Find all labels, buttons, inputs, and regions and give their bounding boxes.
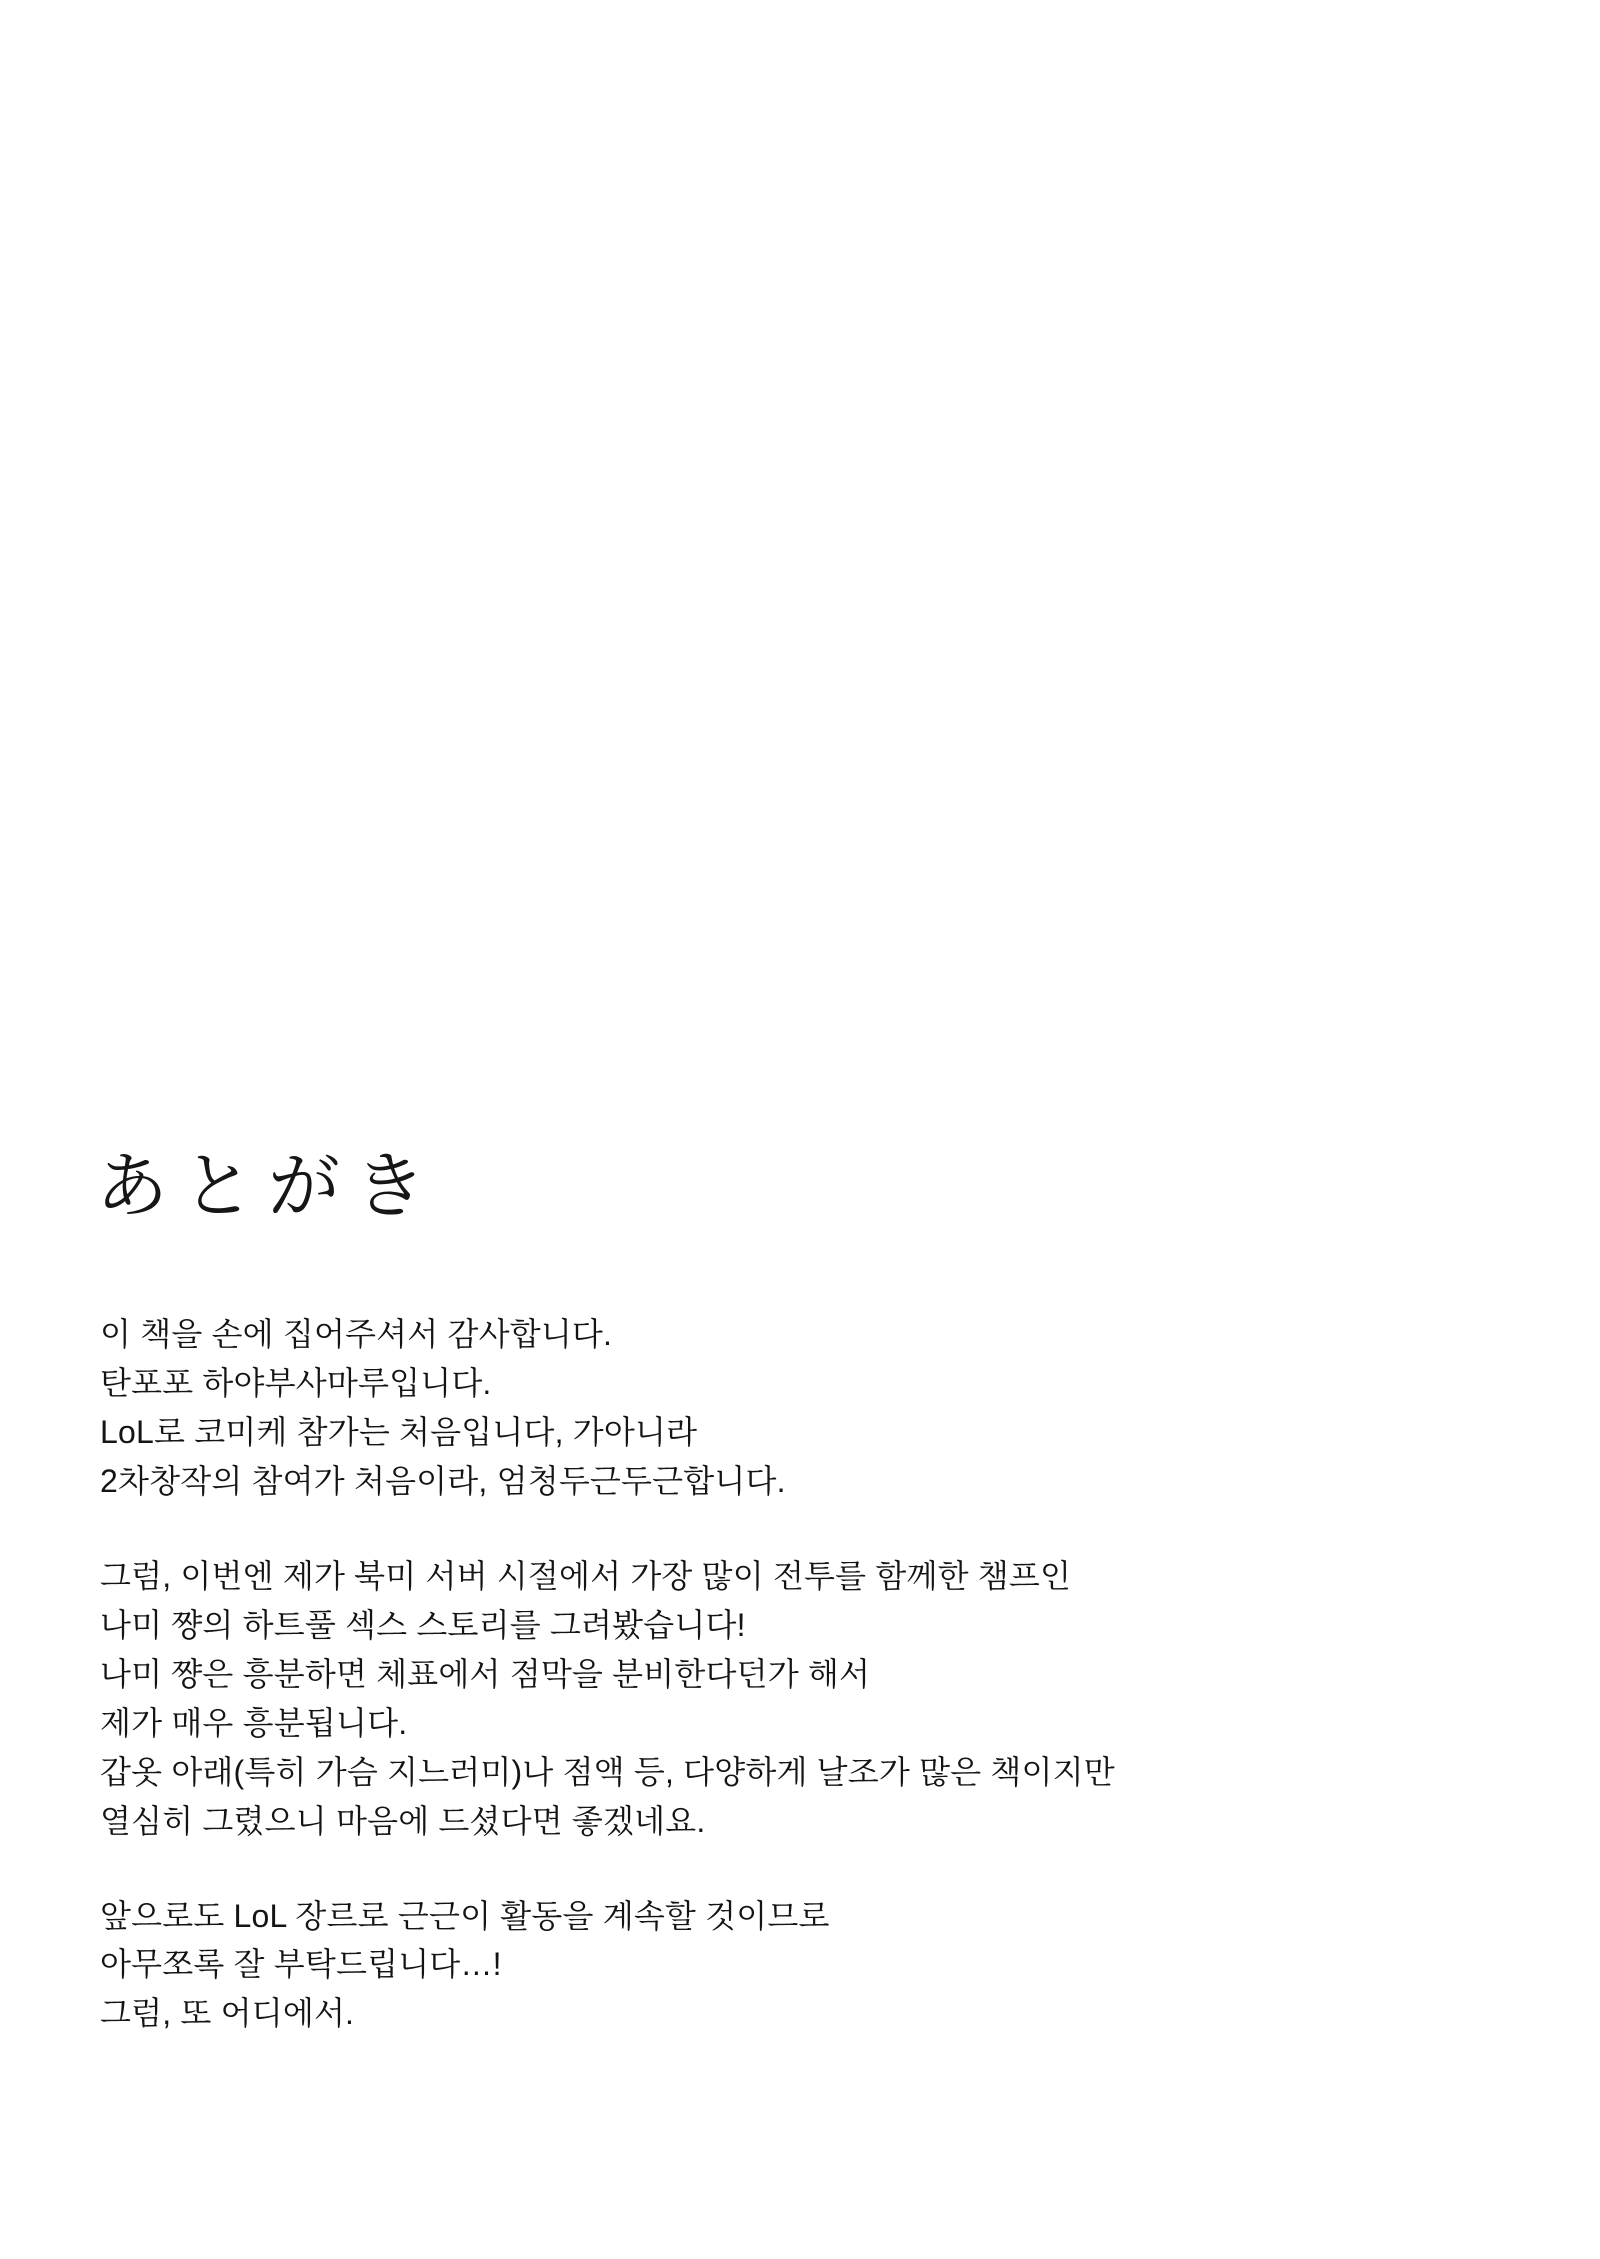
text-line: 열심히 그렸으니 마음에 드셨다면 좋겠네요.	[100, 1802, 706, 1839]
text-line: 2차창작의 참여가 처음이라, 엄청두근두근합니다.	[100, 1462, 786, 1499]
text-line: 갑옷 아래(특히 가슴 지느러미)나 점액 등, 다양하게 날조가 많은 책이지만	[100, 1753, 1115, 1790]
paragraph-content-notes	[100, 1552, 1400, 1846]
text-line: 앞으로도 LoL 장르로 근근이 활동을 계속할 것이므로	[100, 1897, 830, 1934]
text-line: 나미 쨩은 흥분하면 체표에서 점막을 분비한다던가 해서	[100, 1655, 871, 1692]
paragraph-closing	[100, 1892, 1400, 2039]
text-line: 아무쪼록 잘 부탁드립니다…!	[100, 1946, 502, 1983]
text-line: 제가 매우 흥분됩니다.	[100, 1704, 408, 1741]
text-line: 그럼, 또 어디에서.	[100, 1995, 355, 2032]
text-line: LoL로 코미케 참가는 처음입니다, 가아니라	[100, 1413, 698, 1450]
text-line: 탄포포 하야부사마루입니다.	[100, 1364, 492, 1401]
text-line: 이 책을 손에 집어주셔서 감사합니다.	[100, 1316, 613, 1352]
paragraph-greeting	[100, 1310, 1400, 1506]
text-line: 나미 쨩의 하트풀 섹스 스토리를 그려봤습니다!	[100, 1606, 746, 1643]
text-line: 그럼, 이번엔 제가 북미 서버 시절에서 가장 많이 전투를 함께한 챔프인	[100, 1557, 1072, 1594]
afterword-heading: あとがき	[96, 1144, 441, 1228]
afterword-body	[100, 1310, 1400, 2038]
